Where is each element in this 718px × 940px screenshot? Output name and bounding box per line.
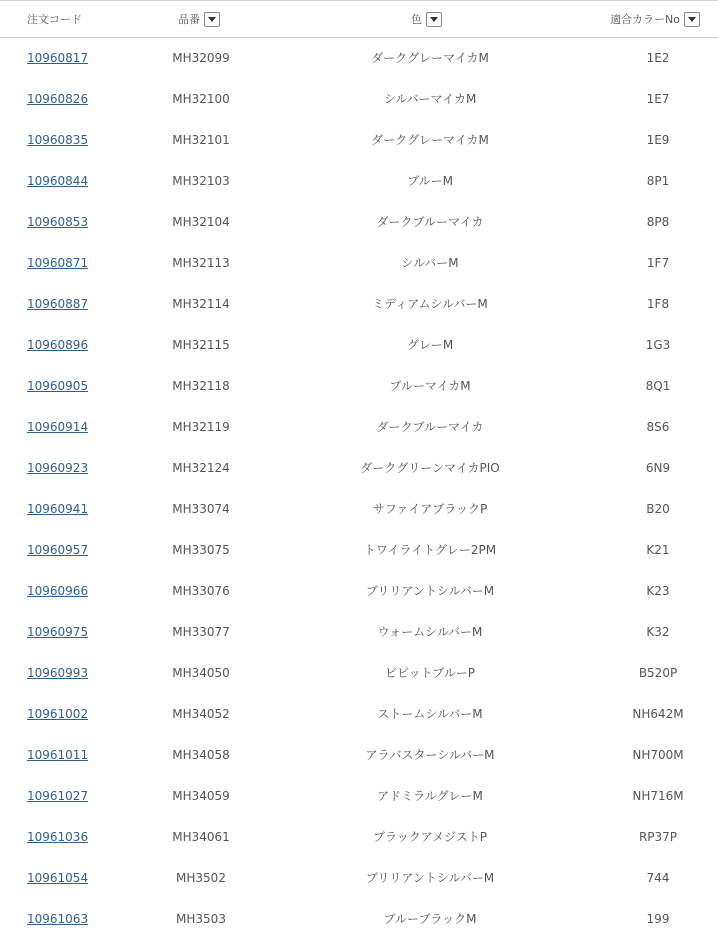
order-code-cell — [27, 899, 88, 940]
fit-color-no-cell: 1F7 — [646, 256, 670, 270]
part-number-cell: MH32118 — [172, 379, 230, 393]
table-row — [0, 735, 718, 776]
order-code-link[interactable]: 10960941 — [27, 502, 89, 516]
part-number-cell: MH3503 — [176, 912, 226, 926]
table-row — [0, 899, 718, 940]
table-row — [0, 653, 718, 694]
order-code-link[interactable]: 10960844 — [27, 174, 89, 188]
fit-color-no-cell: 1F8 — [646, 297, 670, 311]
order-code-cell — [27, 79, 88, 120]
fit-color-no-cell: 8P8 — [646, 215, 670, 229]
table-row — [0, 571, 718, 612]
part-number-cell: MH34050 — [172, 666, 230, 680]
table-row — [0, 407, 718, 448]
order-code-link[interactable]: 10961002 — [27, 707, 89, 721]
color-cell: シルバーM — [401, 256, 459, 270]
fit-color-no-cell: RP37P — [638, 830, 678, 844]
order-code-link[interactable]: 10960993 — [27, 666, 89, 680]
part-number-cell: MH32100 — [172, 92, 230, 106]
order-code-link[interactable]: 10960896 — [27, 338, 89, 352]
fit-color-no-cell: K23 — [646, 584, 670, 598]
order-code-link[interactable]: 10961027 — [27, 789, 89, 803]
order-code-link[interactable]: 10960871 — [27, 256, 89, 270]
chevron-down-icon — [208, 17, 216, 22]
chevron-down-icon — [430, 17, 438, 22]
table-row — [0, 79, 718, 120]
part-number-cell: MH32103 — [172, 174, 230, 188]
fit-color-no-cell: 8S6 — [646, 420, 670, 434]
table-row — [0, 530, 718, 571]
table-row — [0, 284, 718, 325]
order-code-cell — [27, 325, 88, 366]
fit-color-no-cell: 1G3 — [645, 338, 671, 352]
order-code-link[interactable]: 10960914 — [27, 420, 89, 434]
table-body — [0, 38, 718, 940]
column-header-order-code — [27, 1, 82, 37]
table-row — [0, 817, 718, 858]
color-cell: ウォームシルバーM — [377, 625, 483, 639]
table-row — [0, 858, 718, 899]
fit-color-no-cell: 1E7 — [646, 92, 670, 106]
part-number-cell: MH33077 — [172, 625, 230, 639]
color-cell: ストームシルバーM — [377, 707, 483, 721]
fit-color-no-cell: 199 — [646, 912, 670, 926]
fit-color-no-cell: NH642M — [632, 707, 684, 721]
part-number-cell: MH34052 — [172, 707, 230, 721]
color-cell: シルバーマイカM — [383, 92, 477, 106]
color-cell: ダークグレーマイカM — [371, 51, 489, 65]
table-row — [0, 325, 718, 366]
order-code-cell — [27, 694, 88, 735]
fit-color-no-cell: 8P1 — [646, 174, 670, 188]
color-cell: ダークブルーマイカ — [376, 215, 484, 229]
order-code-link[interactable]: 10960853 — [27, 215, 89, 229]
column-header-part-number — [178, 1, 220, 37]
column-header-fit-color-no — [610, 1, 700, 37]
order-code-cell — [27, 817, 88, 858]
part-number-cell: MH32115 — [172, 338, 230, 352]
part-number-cell: MH32114 — [172, 297, 230, 311]
table-header — [0, 0, 718, 38]
part-number-cell: MH32101 — [172, 133, 230, 147]
order-code-link[interactable]: 10960817 — [27, 51, 89, 65]
fit-color-no-cell: NH716M — [632, 789, 684, 803]
order-code-cell — [27, 243, 88, 284]
order-code-link[interactable]: 10960826 — [27, 92, 89, 106]
order-code-cell — [27, 448, 88, 489]
color-cell: ブリリアントシルバーM — [365, 584, 495, 598]
part-number-cell: MH34058 — [172, 748, 230, 762]
part-number-cell: MH32104 — [172, 215, 230, 229]
part-number-cell: MH3502 — [176, 871, 226, 885]
part-number-cell: MH33074 — [172, 502, 230, 516]
fit-color-no-cell: 1E9 — [646, 133, 670, 147]
order-code-link[interactable]: 10960966 — [27, 584, 89, 598]
color-cell: ブルーマイカM — [389, 379, 471, 393]
color-cell: ミディアムシルバーM — [372, 297, 488, 311]
table-row — [0, 448, 718, 489]
part-number-cell: MH32113 — [172, 256, 230, 270]
color-cell: ダークグリーンマイカPIO — [360, 461, 500, 475]
order-code-link[interactable]: 10960887 — [27, 297, 89, 311]
color-cell: ブラックアメジストP — [373, 830, 487, 844]
part-number-cell: MH32124 — [172, 461, 230, 475]
color-cell: アラバスターシルバーM — [365, 748, 495, 762]
fit-color-no-cell: 1E2 — [646, 51, 670, 65]
part-number-filter-dropdown[interactable] — [204, 12, 220, 27]
column-label-color: 色 — [411, 13, 422, 26]
color-cell: ダークブルーマイカ — [376, 420, 484, 434]
table-row — [0, 776, 718, 817]
order-code-cell — [27, 366, 88, 407]
column-label-fit-color-no: 適合カラーNo — [610, 13, 680, 26]
order-code-cell — [27, 407, 88, 448]
part-number-cell: MH32119 — [172, 420, 230, 434]
order-code-link[interactable]: 10960957 — [27, 543, 89, 557]
table-row — [0, 612, 718, 653]
color-cell: ブルーM — [407, 174, 453, 188]
order-code-cell — [27, 202, 88, 243]
fit-color-no-cell: B20 — [646, 502, 670, 516]
color-cell: ブリリアントシルバーM — [365, 871, 495, 885]
fit-color-no-cell: K21 — [646, 543, 670, 557]
fit-color-no-cell: 8Q1 — [645, 379, 671, 393]
order-code-cell — [27, 530, 88, 571]
table-row — [0, 694, 718, 735]
order-code-link[interactable]: 10961063 — [27, 912, 89, 926]
part-number-cell: MH32099 — [172, 51, 230, 65]
color-cell: トワイライトグレー2PM — [363, 543, 497, 557]
fit-color-no-cell: 6N9 — [645, 461, 671, 475]
color-cell: アドミラルグレーM — [377, 789, 483, 803]
order-code-link[interactable]: 10960923 — [27, 461, 89, 475]
order-code-link[interactable]: 10961011 — [27, 748, 89, 762]
order-code-cell — [27, 489, 88, 530]
order-code-link[interactable]: 10960905 — [27, 379, 89, 393]
color-cell: ビビットブルーP — [385, 666, 475, 680]
order-code-cell — [27, 38, 88, 79]
order-code-cell — [27, 161, 88, 202]
fit-color-no-cell: K32 — [646, 625, 670, 639]
table-row — [0, 161, 718, 202]
table-row — [0, 489, 718, 530]
table-row — [0, 120, 718, 161]
part-number-cell: MH33076 — [172, 584, 230, 598]
fit-color-no-cell: NH700M — [632, 748, 684, 762]
order-code-cell — [27, 284, 88, 325]
color-cell: サファイアブラックP — [372, 502, 488, 516]
order-code-link[interactable]: 10960835 — [27, 133, 89, 147]
order-code-cell — [27, 653, 88, 694]
table-row — [0, 38, 718, 79]
part-number-cell: MH33075 — [172, 543, 230, 557]
order-code-cell — [27, 571, 88, 612]
order-code-cell — [27, 735, 88, 776]
color-cell: グレーM — [406, 338, 454, 352]
fit-color-no-cell: B520P — [638, 666, 678, 680]
column-header-color — [411, 1, 442, 37]
part-number-cell: MH34059 — [172, 789, 230, 803]
fit-color-no-cell: 744 — [646, 871, 670, 885]
table-row — [0, 366, 718, 407]
order-code-cell — [27, 120, 88, 161]
color-filter-dropdown[interactable] — [426, 12, 442, 27]
order-code-cell — [27, 612, 88, 653]
color-cell: ブルーブラックM — [383, 912, 477, 926]
order-code-cell — [27, 858, 88, 899]
color-cell: ダークグレーマイカM — [371, 133, 489, 147]
table-row — [0, 243, 718, 284]
order-code-link[interactable]: 10960975 — [27, 625, 89, 639]
column-label-order-code: 注文コード — [27, 13, 82, 26]
order-code-link[interactable]: 10961054 — [27, 871, 89, 885]
fit-color-no-filter-dropdown[interactable] — [684, 12, 700, 27]
order-code-cell — [27, 776, 88, 817]
column-label-part-number: 品番 — [178, 13, 200, 26]
chevron-down-icon — [688, 17, 696, 22]
order-code-link[interactable]: 10961036 — [27, 830, 89, 844]
table-row — [0, 202, 718, 243]
part-number-cell: MH34061 — [172, 830, 230, 844]
